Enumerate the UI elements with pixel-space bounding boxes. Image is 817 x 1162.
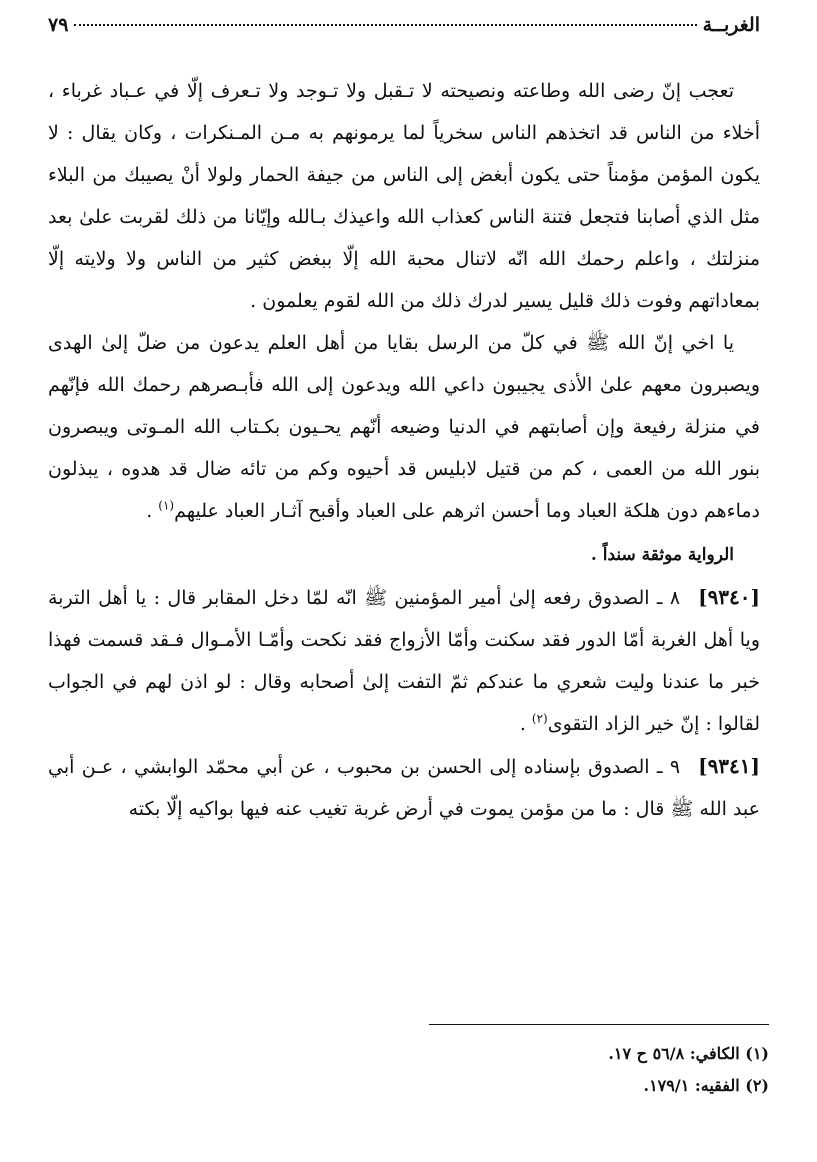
header-title: الغربــة bbox=[702, 14, 760, 36]
page bbox=[48, 14, 760, 830]
entry-number: [٩٣٤٠] bbox=[698, 585, 760, 609]
page-number: ٧٩ bbox=[48, 14, 69, 36]
hadith-entry bbox=[48, 576, 760, 745]
footnote-ref-2: (٢) bbox=[531, 711, 548, 726]
footnotes bbox=[57, 1038, 769, 1102]
hadith-entry bbox=[48, 745, 760, 830]
entry-number: [٩٣٤١] bbox=[698, 754, 760, 778]
footnote-2: (٢) الفقيه: ١٧٩/١. bbox=[643, 1076, 769, 1095]
footnote-ref-1: (١) bbox=[158, 498, 175, 513]
header-leader-dots bbox=[74, 24, 696, 26]
paragraph-2-end: . bbox=[146, 500, 159, 522]
entry-text: ٩ ـ الصدوق بإسناده إلى الحسن بن محبوب ، عن أبي محمّد الوابشي ، عـن أبي عبد الله ﷺ قال : ما من مؤمن يموت في أرض غربة تغيب عنه فيها بواكيه إلّا بكته bbox=[48, 756, 760, 820]
main-text bbox=[48, 70, 760, 830]
footnote-1: (١) الكافي: ٥٦/٨ ح ١٧. bbox=[608, 1044, 769, 1063]
running-header bbox=[48, 14, 760, 54]
footnote-separator bbox=[429, 1024, 769, 1025]
narration-note: الرواية موثقة سنداً . bbox=[590, 545, 734, 565]
paragraph-2-text: يا اخي إنّ الله ﷺ في كلّ من الرسل بقايا من أهل العلم يدعون من ضلّ إلىٰ الهدى ويصبرون معهم علىٰ الأذى يجيبون داعي الله ويدعون إلى الله فأبـصرهم رحمك الله فإنّهم في منزلة رفيعة وإن أصابتهم في الدنيا وضيعه أنّهم يحـيون بكـتاب الله المـوتى ويبصرون بنور الله من العمى ، كم من قتيل لابليس قد أحيوه وكم من تائه ضال قد هدوه ، يبذلون دماءهم دون هلكة العباد وما أحسن اثرهم على العباد وأقبح آثـار العباد عليهم bbox=[48, 332, 760, 522]
paragraph-1: تعجب إنّ رضى الله وطاعته ونصيحته لا تـقبل ولا تـوجد ولا تـعرف إلّا في عـباد غرباء ، أخلاء من الناس قد اتخذهم الناس سخرياً لما يرمونهم به مـن المـنكرات ، وكان يقال : لا يكون المؤمن مؤمناً حتى يكون أبغض إلى الناس من جيفة الحمار ولولا أنْ يصيبك من البلاء مثل الذي أصابنا فتجعل فتنة الناس كعذاب الله واعيذك بـالله وإيّانا من ذلك لقربت علىٰ بعد منزلتك ، واعلم رحمك الله انّه لاتنال محبة الله إلّا ببغض كثير من الناس ولا ولايته إلّا بمعاداتهم وفوت ذلك قليل يسير لدرك ذلك من الله لقوم يعلمون . bbox=[48, 80, 760, 312]
entry-end: . bbox=[519, 713, 532, 735]
paragraph-2 bbox=[48, 322, 760, 532]
entry-text: ٨ ـ الصدوق رفعه إلىٰ أمير المؤمنين ﷺ انّه لمّا دخل المقابر قال : يا أهل التربة ويا أهل الغربة أمّا الدور فقد سكنت وأمّا الأزواج فقد نكحت وأمّـا الأمـوال فـقد قسمت فهذا خبر ما عندنا وليت شعري ما عندكم ثمّ التفت إلىٰ أصحابه وقال : لو اذن لهم في الجواب لقالوا : إنّ خير الزاد التقوى bbox=[48, 587, 760, 735]
